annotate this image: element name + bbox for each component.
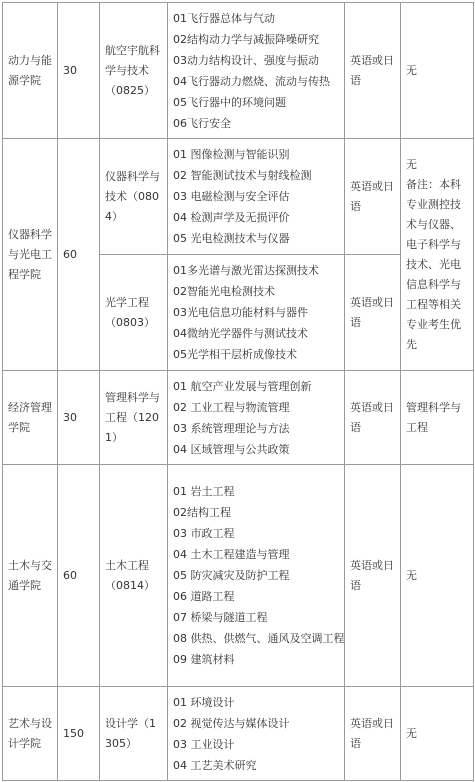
direction-item: 01 岩土工程	[173, 485, 235, 498]
language-cell	[345, 687, 401, 781]
major-name: 仪器科学与技术（0804）	[105, 169, 160, 223]
direction-item: 02 工业工程与物流管理	[173, 400, 290, 414]
language-cell	[345, 371, 401, 465]
remark-cell	[401, 371, 474, 465]
college-cell	[3, 465, 58, 687]
direction-item: 05 光电检测技术与仪器	[173, 232, 290, 245]
major-name: 航空宇航科学与技术（0825）	[105, 43, 160, 97]
remark-cell	[401, 3, 474, 139]
directions-cell	[168, 465, 345, 687]
quota-cell	[58, 687, 100, 781]
college-cell	[3, 371, 58, 465]
remark-cell	[401, 139, 474, 371]
major-name: 管理科学与工程（1201）	[105, 390, 160, 444]
direction-item: 03 工业设计	[173, 737, 235, 751]
college-name: 土木与交通学院	[8, 558, 52, 592]
table-row	[3, 687, 474, 781]
major-cell	[100, 371, 168, 465]
direction-item: 05 防灾减灾及防护工程	[173, 569, 290, 582]
quota-value: 30	[63, 410, 77, 424]
direction-item: 03动力结构设计、强度与振动	[173, 53, 319, 67]
direction-item: 07 桥梁与隧道工程	[173, 611, 268, 624]
direction-item: 09 建筑材料	[173, 653, 235, 666]
language-value: 英语或日语	[350, 53, 394, 87]
remark-cell	[401, 465, 474, 687]
major-cell	[100, 139, 168, 255]
direction-item: 02结构工程	[173, 506, 231, 519]
direction-item: 06飞行安全	[173, 116, 231, 130]
major-cell	[100, 687, 168, 781]
college-name: 经济管理学院	[8, 400, 52, 434]
remark-value: 无	[406, 63, 417, 77]
direction-item: 03光电信息功能材料与器件	[173, 306, 308, 319]
directions-cell	[168, 687, 345, 781]
direction-item: 06 道路工程	[173, 590, 235, 603]
directions-cell	[168, 139, 345, 255]
direction-item: 08 供热、供燃气、通风及空调工程	[173, 632, 345, 645]
direction-item: 03 系统管理理论与方法	[173, 421, 290, 435]
direction-item: 01 图像检测与智能识别	[173, 148, 290, 161]
direction-item: 02结构动力学与减振降噪研究	[173, 32, 319, 46]
language-cell	[345, 255, 401, 371]
quota-value: 30	[63, 63, 77, 77]
direction-item: 04 区域管理与公共政策	[173, 442, 290, 456]
direction-item: 04 工艺美术研究	[173, 758, 257, 772]
language-value: 英语或日语	[350, 179, 394, 213]
table-row	[3, 465, 474, 687]
table-row	[3, 371, 474, 465]
direction-item: 03 电磁检测与安全评估	[173, 190, 290, 203]
college-cell	[3, 3, 58, 139]
quota-value: 60	[63, 568, 77, 582]
direction-item: 03 市政工程	[173, 527, 235, 540]
language-value: 英语或日语	[350, 400, 394, 434]
quota-cell	[58, 371, 100, 465]
direction-item: 05光学相干层析成像技术	[173, 348, 297, 361]
language-value: 英语或日语	[350, 716, 394, 750]
remark-value: 无	[406, 568, 417, 582]
direction-item: 02 视觉传达与媒体设计	[173, 716, 290, 730]
remark-value: 管理科学与工程	[406, 400, 461, 434]
direction-item: 01多光谱与激光雷达探测技术	[173, 264, 319, 277]
college-name: 动力与能源学院	[8, 53, 52, 87]
college-name: 艺术与设计学院	[8, 716, 52, 750]
quota-cell	[58, 465, 100, 687]
language-cell	[345, 3, 401, 139]
college-cell	[3, 687, 58, 781]
directions-cell	[168, 371, 345, 465]
remark-cell	[401, 687, 474, 781]
direction-item: 05飞行器中的环境问题	[173, 95, 286, 109]
admission-table	[2, 2, 474, 781]
remark-value: 无 备注：本科专业测控技术与仪器、电子科学与技术、光电信息科学与工程等相关专业考生优先	[406, 157, 461, 351]
language-value: 英语或日语	[350, 295, 394, 329]
quota-cell	[58, 3, 100, 139]
direction-item: 01 航空产业发展与管理创新	[173, 379, 312, 393]
quota-value: 60	[63, 247, 77, 261]
quota-value: 150	[63, 726, 84, 740]
direction-item: 04 检测声学及无损评价	[173, 211, 290, 224]
major-name: 设计学（1305）	[105, 716, 156, 750]
table-row	[3, 3, 474, 139]
college-cell	[3, 139, 58, 371]
directions-cell	[168, 3, 345, 139]
direction-item: 02智能光电检测技术	[173, 285, 275, 298]
major-name: 光学工程（0803）	[105, 295, 155, 329]
direction-item: 04 土木工程建造与管理	[173, 548, 290, 561]
major-cell	[100, 465, 168, 687]
language-cell	[345, 139, 401, 255]
direction-item: 04微纳光学器件与测试技术	[173, 327, 308, 340]
quota-cell	[58, 139, 100, 371]
direction-item: 04飞行器动力燃烧、流动与传热	[173, 74, 330, 88]
language-cell	[345, 465, 401, 687]
major-name: 土木工程（0814）	[105, 558, 155, 592]
direction-item: 01 环境设计	[173, 695, 235, 709]
college-name: 仪器科学与光电工程学院	[8, 227, 52, 281]
directions-cell	[168, 255, 345, 371]
direction-item: 02 智能测试技术与射线检测	[173, 169, 312, 182]
table-row	[3, 139, 474, 255]
major-cell	[100, 255, 168, 371]
major-cell	[100, 3, 168, 139]
direction-item: 01飞行器总体与气动	[173, 11, 275, 25]
language-value: 英语或日语	[350, 558, 394, 592]
remark-value: 无	[406, 726, 417, 740]
